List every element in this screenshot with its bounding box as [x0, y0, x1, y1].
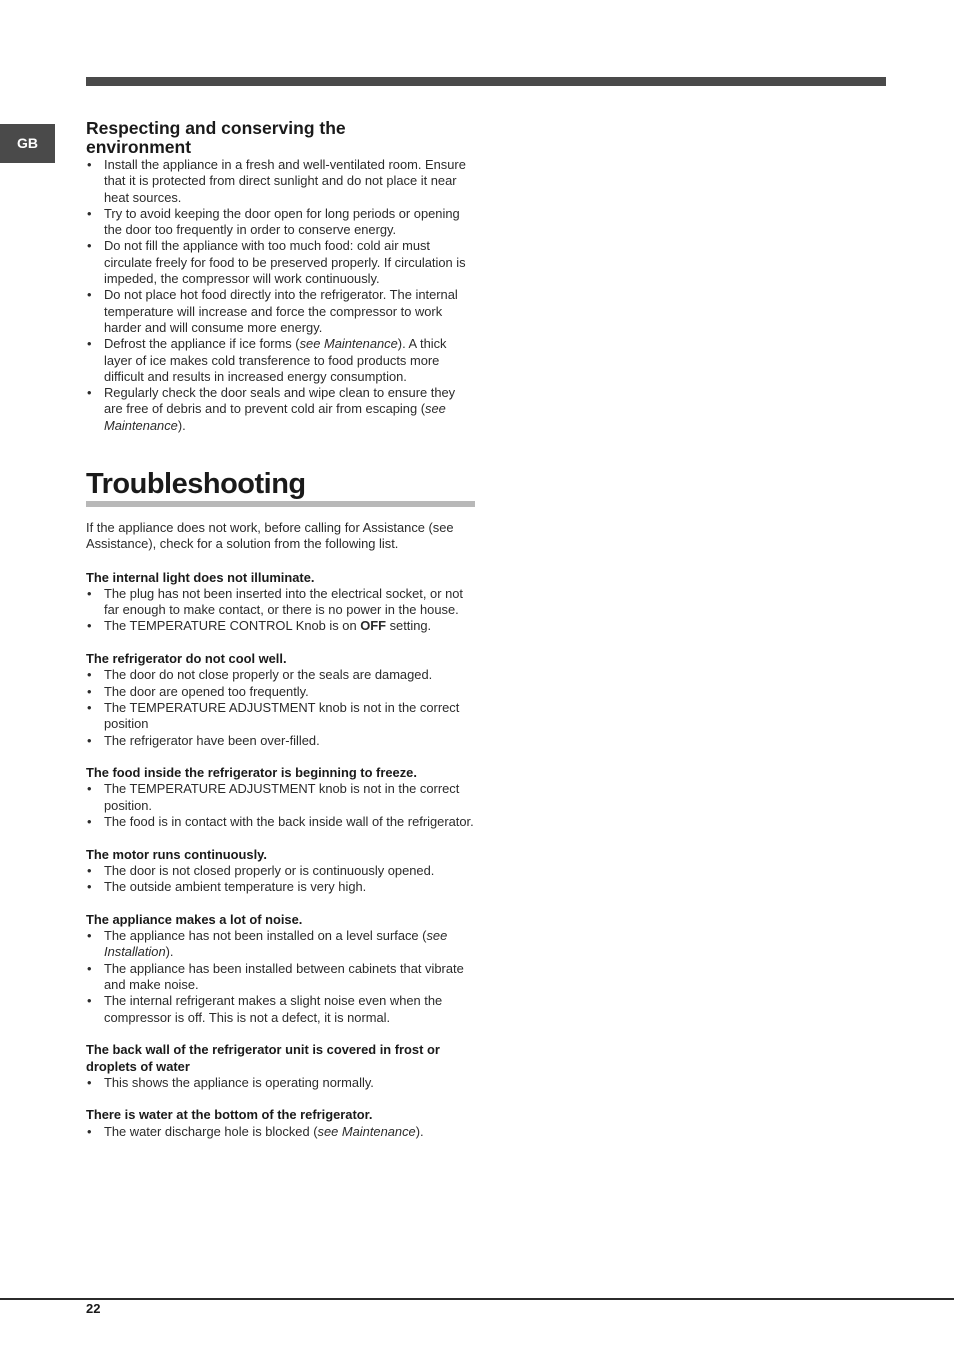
see-maintenance-ref: see Maintenance [299, 336, 398, 352]
page-number: 22 [86, 1301, 101, 1316]
list-item: • Do not place hot food directly into the refrigerator. The internal temperature will increase and force the compressor to work harder and will consume more energy. [86, 287, 476, 336]
troubleshooting-section [86, 520, 476, 1156]
issue-light [86, 570, 476, 635]
issue-heading: The appliance makes a lot of noise. [86, 911, 303, 927]
list-item: • Do not fill the appliance with too much food: cold air must circulate freely for food to be preserved properly. If circulation is impeded, the compressor will work continuously. [86, 238, 476, 287]
title-underline [86, 501, 475, 507]
issue-motor [86, 847, 476, 896]
list-item: • The appliance has been installed between cabinets that vibrate and make noise. [86, 961, 476, 994]
issue-heading: There is water at the bottom of the refrigerator. [86, 1107, 373, 1123]
troubleshooting-intro: If the appliance does not work, before calling for Assistance (see Assistance), check for a solution from the following list. [86, 520, 454, 552]
footer-rule [0, 1298, 954, 1300]
list-item: • The TEMPERATURE ADJUSTMENT knob is not in the correct position [86, 700, 476, 733]
see-maintenance-ref: see Maintenance [104, 401, 446, 433]
issue-list [86, 1124, 476, 1140]
see-maintenance-ref: see Maintenance [317, 1123, 416, 1139]
issue-cool [86, 651, 476, 749]
troubleshooting-title: Troubleshooting [86, 468, 306, 500]
issue-noise [86, 912, 476, 1026]
issue-heading: The food inside the refrigerator is beginning to freeze. [86, 765, 417, 781]
list-item: • The appliance has not been installed on a level surface (see Installation). [86, 928, 476, 961]
list-item: • Defrost the appliance if ice forms (see Maintenance). A thick layer of ice makes cold transference to food products more difficult and results in increased energy consumption. [86, 336, 476, 385]
list-item: • The door do not close properly or the seals are damaged. [86, 667, 476, 683]
issue-list [86, 586, 476, 635]
list-item: • The door are opened too frequently. [86, 684, 476, 700]
environment-section [86, 119, 476, 434]
environment-list [86, 157, 476, 434]
list-item: • This shows the appliance is operating normally. [86, 1075, 476, 1091]
list-item: • The food is in contact with the back inside wall of the refrigerator. [86, 814, 476, 830]
top-header-bar [86, 77, 886, 86]
off-setting-label: OFF [360, 618, 386, 634]
issue-heading: The internal light does not illuminate. [86, 569, 315, 585]
list-item: • Install the appliance in a fresh and well-ventilated room. Ensure that it is protected from direct sunlight and do not place it near heat sources. [86, 157, 476, 206]
list-item: • The door is not closed properly or is continuously opened. [86, 863, 476, 879]
list-item: • Try to avoid keeping the door open for long periods or opening the door too frequently in order to conserve energy. [86, 206, 476, 239]
list-item: • The refrigerator have been over-filled. [86, 733, 476, 749]
environment-heading: Respecting and conserving the environment [86, 118, 346, 157]
issue-list [86, 1075, 476, 1091]
issue-frost [86, 1042, 476, 1091]
list-item: • The TEMPERATURE ADJUSTMENT knob is not in the correct position. [86, 781, 476, 814]
list-item: • The outside ambient temperature is very high. [86, 879, 476, 895]
issue-freeze [86, 765, 476, 830]
issue-water [86, 1107, 476, 1140]
list-item: • The plug has not been inserted into the electrical socket, or not far enough to make contact, or there is no power in the house. [86, 586, 476, 619]
issue-list [86, 667, 476, 748]
issue-heading: The back wall of the refrigerator unit is covered in frost or droplets of water [86, 1042, 440, 1074]
issue-heading: The motor runs continuously. [86, 846, 267, 862]
list-item: • The water discharge hole is blocked (see Maintenance). [86, 1124, 476, 1140]
list-item: • The TEMPERATURE CONTROL Knob is on OFF setting. [86, 618, 476, 634]
list-item: • The internal refrigerant makes a slight noise even when the compressor is off. This is not a defect, it is normal. [86, 993, 476, 1026]
list-item: • Regularly check the door seals and wipe clean to ensure they are free of debris and to prevent cold air from escaping (see Maintenance). [86, 385, 476, 434]
issue-list [86, 781, 476, 830]
issue-list [86, 863, 476, 896]
issue-heading: The refrigerator do not cool well. [86, 651, 287, 667]
language-tab: GB [0, 124, 55, 163]
see-installation-ref: see Installation [104, 928, 448, 960]
issue-list [86, 928, 476, 1026]
